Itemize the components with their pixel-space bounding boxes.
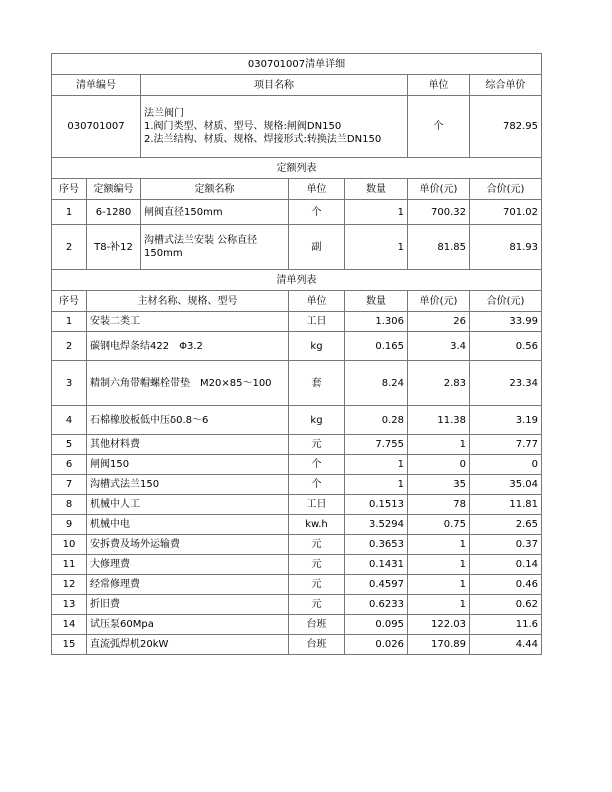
material-price: 170.89: [408, 635, 470, 655]
material-price: 11.38: [408, 406, 470, 435]
material-qty: 0.165: [345, 332, 408, 361]
material-total: 0.37: [470, 535, 542, 555]
bill-header-row: [52, 75, 542, 96]
material-seq: 13: [52, 595, 87, 615]
material-row: [52, 615, 542, 635]
material-price: 3.4: [408, 332, 470, 361]
material-rows: [52, 312, 542, 655]
material-price: 1: [408, 535, 470, 555]
bill-name: [141, 96, 408, 158]
material-qty: 0.1513: [345, 495, 408, 515]
quota-total: 701.02: [470, 200, 542, 225]
material-seq: 14: [52, 615, 87, 635]
material-row: [52, 495, 542, 515]
material-name: 石棉橡胶板低中压δ0.8～6: [87, 406, 289, 435]
material-total: 0.56: [470, 332, 542, 361]
quota-seq: 2: [52, 225, 87, 270]
material-qty: 0.4597: [345, 575, 408, 595]
material-total: 0.46: [470, 575, 542, 595]
material-price: 2.83: [408, 361, 470, 406]
bill-unit: 个: [408, 96, 470, 158]
bill-detail-table: [51, 53, 542, 655]
bill-row: [52, 96, 542, 158]
material-name: 折旧费: [87, 595, 289, 615]
material-unit: 元: [289, 435, 345, 455]
bill-code-header: 清单编号: [52, 75, 141, 96]
material-total: 11.6: [470, 615, 542, 635]
material-qty: 0.28: [345, 406, 408, 435]
quota-total-header: 合价(元): [470, 179, 542, 200]
quota-unit-header: 单位: [289, 179, 345, 200]
quota-qty: 1: [345, 200, 408, 225]
material-price: 35: [408, 475, 470, 495]
material-unit: 元: [289, 595, 345, 615]
material-name: 闸阀150: [87, 455, 289, 475]
material-total: 3.19: [470, 406, 542, 435]
bill-price-header: 综合单价: [470, 75, 542, 96]
quota-unit: 个: [289, 200, 345, 225]
material-qty: 8.24: [345, 361, 408, 406]
material-unit: 台班: [289, 615, 345, 635]
material-qty: 1.306: [345, 312, 408, 332]
material-seq: 9: [52, 515, 87, 535]
quota-name: 闸阀直径150mm: [141, 200, 289, 225]
material-name: 沟槽式法兰150: [87, 475, 289, 495]
material-total: 33.99: [470, 312, 542, 332]
material-seq: 6: [52, 455, 87, 475]
material-name: 直流弧焊机20kW: [87, 635, 289, 655]
material-name: 机械中人工: [87, 495, 289, 515]
material-qty: 7.755: [345, 435, 408, 455]
quota-section-title: 定额列表: [52, 158, 542, 179]
material-name: 安装二类工: [87, 312, 289, 332]
quota-qty-header: 数量: [345, 179, 408, 200]
bill-code: 030701007: [52, 96, 141, 158]
material-unit-header: 单位: [289, 291, 345, 312]
quota-code: 6-1280: [87, 200, 141, 225]
material-seq-header: 序号: [52, 291, 87, 312]
material-row: [52, 575, 542, 595]
material-header-row: [52, 291, 542, 312]
material-unit: 个: [289, 475, 345, 495]
material-section-title: 清单列表: [52, 270, 542, 291]
material-row: [52, 435, 542, 455]
material-qty: 1: [345, 455, 408, 475]
material-unit: 元: [289, 575, 345, 595]
material-total: 7.77: [470, 435, 542, 455]
material-price: 0: [408, 455, 470, 475]
material-unit: 台班: [289, 635, 345, 655]
material-qty-header: 数量: [345, 291, 408, 312]
material-price: 1: [408, 575, 470, 595]
bill-name-line: 2.法兰结构、材质、规格、焊接形式:转换法兰DN150: [144, 134, 382, 145]
material-name: 其他材料费: [87, 435, 289, 455]
material-total: 2.65: [470, 515, 542, 535]
material-name: 经常修理费: [87, 575, 289, 595]
material-name: 精制六角带帽螺栓带垫 M20×85～100: [87, 361, 289, 406]
quota-total: 81.93: [470, 225, 542, 270]
material-total-header: 合价(元): [470, 291, 542, 312]
material-unit: 个: [289, 455, 345, 475]
quota-row: [52, 200, 542, 225]
material-price: 122.03: [408, 615, 470, 635]
material-row: [52, 635, 542, 655]
material-unit: 元: [289, 535, 345, 555]
material-unit: 工日: [289, 312, 345, 332]
material-seq: 10: [52, 535, 87, 555]
material-seq: 5: [52, 435, 87, 455]
material-total: 23.34: [470, 361, 542, 406]
quota-price: 700.32: [408, 200, 470, 225]
material-qty: 0.026: [345, 635, 408, 655]
quota-price: 81.85: [408, 225, 470, 270]
material-seq: 4: [52, 406, 87, 435]
bill-price: 782.95: [470, 96, 542, 158]
material-qty: 0.3653: [345, 535, 408, 555]
table-title: 030701007清单详细: [52, 54, 542, 75]
material-row: [52, 535, 542, 555]
quota-name-header: 定额名称: [141, 179, 289, 200]
material-unit: 工日: [289, 495, 345, 515]
material-row: [52, 595, 542, 615]
quota-row: [52, 225, 542, 270]
quota-code-header: 定额编号: [87, 179, 141, 200]
quota-header-row: [52, 179, 542, 200]
material-row: [52, 555, 542, 575]
material-name: 试压泵60Mpa: [87, 615, 289, 635]
quota-unit: 副: [289, 225, 345, 270]
material-qty: 0.095: [345, 615, 408, 635]
material-seq: 12: [52, 575, 87, 595]
material-unit: kg: [289, 406, 345, 435]
material-seq: 1: [52, 312, 87, 332]
material-row: [52, 312, 542, 332]
material-total: 35.04: [470, 475, 542, 495]
material-qty: 1: [345, 475, 408, 495]
material-price: 1: [408, 595, 470, 615]
material-seq: 15: [52, 635, 87, 655]
material-price-header: 单价(元): [408, 291, 470, 312]
material-qty: 0.6233: [345, 595, 408, 615]
quota-qty: 1: [345, 225, 408, 270]
material-unit: kg: [289, 332, 345, 361]
material-unit: kw.h: [289, 515, 345, 535]
material-row: [52, 455, 542, 475]
material-row: [52, 475, 542, 495]
material-seq: 3: [52, 361, 87, 406]
material-seq: 11: [52, 555, 87, 575]
material-name: 大修理费: [87, 555, 289, 575]
material-row: [52, 361, 542, 406]
material-seq: 2: [52, 332, 87, 361]
material-total: 11.81: [470, 495, 542, 515]
material-row: [52, 406, 542, 435]
material-seq: 8: [52, 495, 87, 515]
material-name: 安拆费及场外运输费: [87, 535, 289, 555]
material-row: [52, 332, 542, 361]
material-unit: 套: [289, 361, 345, 406]
material-price: 26: [408, 312, 470, 332]
material-total: 4.44: [470, 635, 542, 655]
bill-unit-header: 单位: [408, 75, 470, 96]
material-total: 0.62: [470, 595, 542, 615]
material-row: [52, 515, 542, 535]
material-name: 碳钢电焊条结422 Φ3.2: [87, 332, 289, 361]
material-total: 0: [470, 455, 542, 475]
material-price: 0.75: [408, 515, 470, 535]
material-seq: 7: [52, 475, 87, 495]
material-unit: 元: [289, 555, 345, 575]
bill-name-line: 法兰阀门: [144, 108, 184, 119]
bill-name-line: 1.阀门类型、材质、型号、规格:闸阀DN150: [144, 121, 342, 132]
quota-name: 沟槽式法兰安装 公称直径150mm: [141, 225, 289, 270]
material-name: 机械中电: [87, 515, 289, 535]
material-total: 0.14: [470, 555, 542, 575]
material-price: 1: [408, 435, 470, 455]
material-price: 78: [408, 495, 470, 515]
bill-name-header: 项目名称: [141, 75, 408, 96]
material-price: 1: [408, 555, 470, 575]
material-qty: 0.1431: [345, 555, 408, 575]
material-qty: 3.5294: [345, 515, 408, 535]
quota-seq-header: 序号: [52, 179, 87, 200]
quota-seq: 1: [52, 200, 87, 225]
material-name-header: 主材名称、规格、型号: [87, 291, 289, 312]
quota-code: T8-补12: [87, 225, 141, 270]
quota-price-header: 单价(元): [408, 179, 470, 200]
